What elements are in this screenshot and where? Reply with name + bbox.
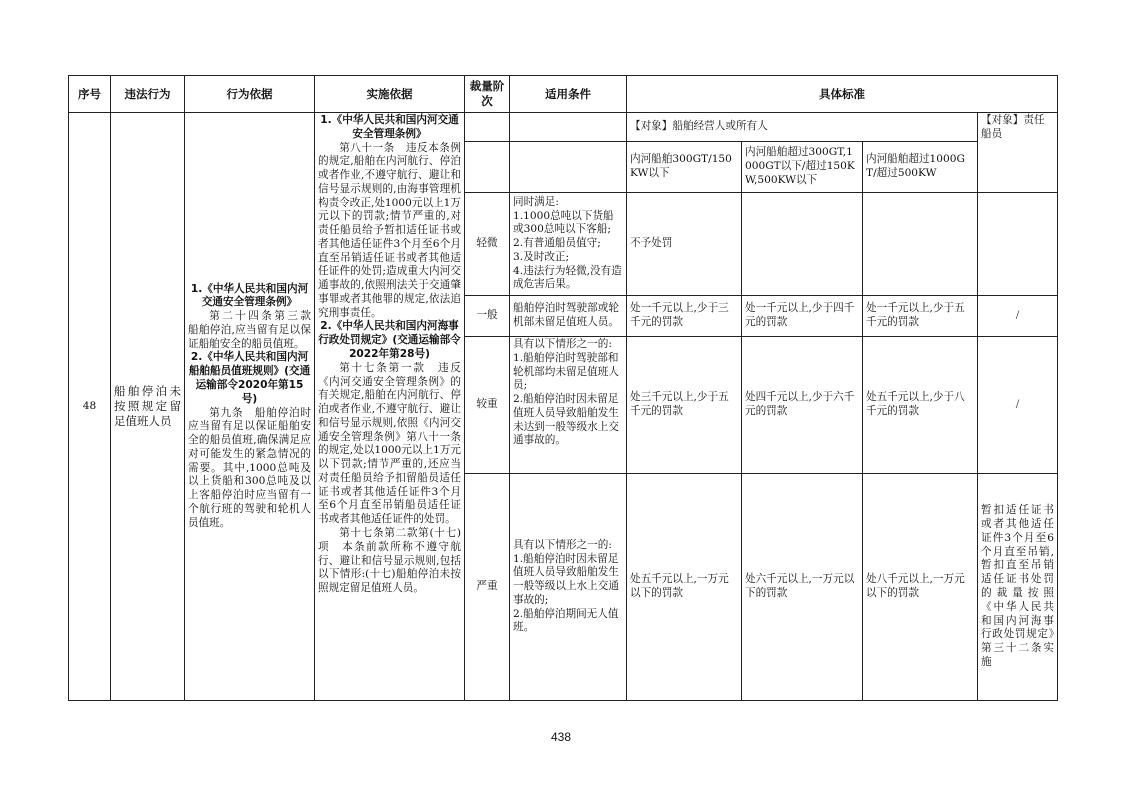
row-seq: 48	[69, 113, 111, 701]
level-condition: 具有以下情形之一的: 1.船舶停泊时因未留足值班人员导致船舶发生一般等级以上水上交通事故的; 2.船舶停泊期间无人值班。	[510, 474, 627, 701]
header-row	[69, 76, 1058, 113]
penalty-medium: 处四千元以上,少于六千元的罚款	[742, 337, 863, 474]
penalty-large: 处五千元以上,少于八千元的罚款	[863, 337, 978, 474]
crew-penalty: /	[978, 337, 1058, 474]
header-level: 裁量阶次	[465, 76, 510, 113]
basis-article-text: 第二十四条第三款 船舶停泊,应当留有足以保证船舶安全的船员值班。	[188, 310, 322, 350]
penalty-large: 处一千元以上,少于五千元的罚款	[863, 296, 978, 337]
level-name: 轻微	[465, 193, 510, 296]
header-violation: 违法行为	[111, 76, 185, 113]
penalty-small: 不予处罚	[627, 193, 742, 296]
implementation-law-title: 1.《中华人民共和国内河交通安全管理条例》	[320, 114, 459, 140]
basis-law-title: 2.《中华人民共和国内河船舶船员值班规则》(交通运输部令2020年第15号)	[188, 351, 311, 405]
basis-article-text: 第九条 船舶停泊时应当留有足以保证船舶安全的船员值班,确保满足应对可能发生的紧急情况的需要。其中,1000总吨及以上货船和300总吨及以上客船停泊时应当留有一个航行班的驾驶和轮机人员值班。	[188, 406, 311, 529]
crew-penalty: /	[978, 296, 1058, 337]
penalty-large: 处八千元以上,一万元以下的罚款	[863, 474, 978, 701]
level-name: 一般	[465, 296, 510, 337]
ship-class-small: 内河船舶300GT/150KW以下	[627, 142, 742, 193]
crew-penalty	[978, 193, 1058, 296]
penalty-medium: 处六千元以上,一万元以下的罚款	[742, 474, 863, 701]
row-implementation	[315, 113, 465, 701]
object-crew: 【对象】责任船员	[978, 113, 1058, 193]
header-seq: 序号	[69, 76, 111, 113]
penalty-small: 处一千元以上,少于三千元的罚款	[627, 296, 742, 337]
penalty-large	[863, 193, 978, 296]
implementation-law-title: 2.《中华人民共和国内河海事行政处罚规定》(交通运输部令2022年第28号)	[318, 320, 461, 361]
penalty-small: 处三千元以上,少于五千元的罚款	[627, 337, 742, 474]
object-condition-empty	[510, 113, 627, 142]
basis-law-title: 1.《中华人民共和国内河交通安全管理条例》	[190, 282, 309, 309]
level-condition: 同时满足: 1.1000总吨以下货船或300总吨以下客船; 2.有普通船员值守; 3.及时改正; 4.违法行为轻微,没有造成危害后果。	[510, 193, 627, 296]
level-name: 较重	[465, 337, 510, 474]
ship-class-large: 内河船舶超过1000GT/超过500KW	[863, 142, 978, 193]
implementation-article-text: 第十七条第一款 违反《内河交通安全管理条例》的有关规定,船舶在内河航行、停泊或者作业,不遵守航行、避让和信号显示规则,依照《内河交通安全管理条例》第八十一条的规定,处以1000元以上1万元以下罚款;情节严重的,还应当对责任船员给予扣留船员适任证书或者其他适任证件3个月至6个月直至吊销船员适任证书或者其他适任证件的处罚。	[318, 361, 462, 526]
implementation-article-text: 第八十一条 违反本条例的规定,船舶在内河航行、停泊或者作业,不遵守航行、避让和信号显示规则的,由海事管理机构责令改正,处1000元以上1万元以下的罚款;情节严重的,对责任船员给予暂扣适任证书或者其他适任证件3个月至6个月直至吊销适任证书或者其他适任证件的处罚;造成重大内河交通事故的,依照刑法关于交通肇事罪或者其他罪的规定,依法追究刑事责任。	[318, 141, 462, 319]
class-level-empty	[465, 142, 510, 193]
class-condition-empty	[510, 142, 627, 193]
header-conditions: 适用条件	[510, 76, 627, 113]
object-level-empty	[465, 113, 510, 142]
header-implementation: 实施依据	[315, 76, 465, 113]
page-number: 438	[550, 730, 572, 744]
penalty-small: 处五千元以上,一万元以下的罚款	[627, 474, 742, 701]
object-row	[69, 113, 1058, 142]
level-name: 严重	[465, 474, 510, 701]
level-condition: 船舶停泊时驾驶部或轮机部未留足值班人员。	[510, 296, 627, 337]
penalty-medium: 处一千元以上,少于四千元的罚款	[742, 296, 863, 337]
implementation-article-text: 第十七条第二款第(十七)项 本条前款所称不遵守航行、避让和信号显示规则,包括以下情形:(十七)船舶停泊未按照规定留足值班人员。	[318, 526, 461, 595]
level-condition: 具有以下情形之一的: 1.船舶停泊时驾驶部和轮机部均未留足值班人员; 2.船舶停泊时因未留足值班人员导致船舶发生未达到一般等级水上交通事故的。	[510, 337, 627, 474]
penalty-standard-table	[68, 75, 1058, 701]
header-standards: 具体标准	[627, 76, 1058, 113]
header-basis: 行为依据	[185, 76, 315, 113]
row-basis	[185, 113, 322, 701]
crew-penalty: 暂扣适任证书或者其他适任证件3个月至6个月直至吊销,暂扣直至吊销适任证书处罚的裁量按照《中华人民共和国内河海事行政处罚规定》第三十二条实施	[978, 474, 1058, 701]
object-owner: 【对象】船舶经营人或所有人	[627, 113, 978, 142]
row-violation: 船舶停泊未按照规定留足值班人员	[111, 113, 185, 701]
penalty-medium	[742, 193, 863, 296]
ship-class-medium: 内河船舶超过300GT,1000GT以下/超过150KW,500KW以下	[742, 142, 863, 193]
